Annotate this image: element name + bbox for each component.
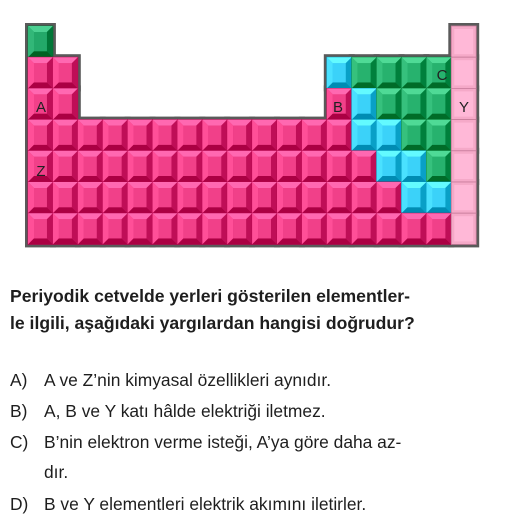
option-text-line: dır. xyxy=(44,462,69,482)
element-cell xyxy=(202,213,227,244)
element-cell xyxy=(103,151,128,182)
option-text-line: A ve Z’nin kimyasal özellikleri aynıdır. xyxy=(44,370,332,390)
option-text-line: B’nin elektron verme isteği, A’ya göre daha az- xyxy=(44,432,402,452)
element-cell xyxy=(377,88,402,119)
element-cell xyxy=(78,213,103,244)
element-cell xyxy=(53,151,78,182)
element-cell xyxy=(426,213,451,244)
element-cell xyxy=(277,120,302,151)
element-cell xyxy=(302,151,327,182)
label-c: C xyxy=(436,67,448,84)
element-cell xyxy=(252,182,277,213)
element-cell xyxy=(402,182,427,213)
option-text xyxy=(44,370,331,391)
question-line-2: le ilgili, aşağıdaki yargılardan hangisi doğrudur? xyxy=(10,313,415,333)
option-text-line: A, B ve Y katı hâlde elektriği iletmez. xyxy=(44,401,326,421)
element-cell xyxy=(252,213,277,244)
element-cell xyxy=(227,213,252,244)
element-cell xyxy=(177,213,202,244)
element-cell xyxy=(28,26,53,57)
element-cell xyxy=(426,151,451,182)
element-cell xyxy=(128,213,153,244)
element-cell xyxy=(451,57,476,88)
label-y: Y xyxy=(458,99,470,116)
element-cell xyxy=(327,151,352,182)
element-cell xyxy=(177,182,202,213)
element-cell xyxy=(128,120,153,151)
element-cell xyxy=(377,182,402,213)
element-cell xyxy=(327,57,352,88)
element-cell xyxy=(377,213,402,244)
element-cell xyxy=(402,57,427,88)
element-cell xyxy=(327,213,352,244)
option-letter: C) xyxy=(10,432,29,452)
element-cell xyxy=(451,26,476,57)
element-cell xyxy=(177,120,202,151)
element-cell xyxy=(451,213,476,244)
element-cell xyxy=(227,151,252,182)
element-cell xyxy=(252,120,277,151)
element-cell xyxy=(202,151,227,182)
element-cell xyxy=(352,213,377,244)
element-cell xyxy=(53,88,78,119)
element-cell xyxy=(153,213,178,244)
element-cell xyxy=(377,57,402,88)
element-cell xyxy=(227,120,252,151)
element-cell xyxy=(426,182,451,213)
element-cell xyxy=(202,120,227,151)
element-cell xyxy=(227,182,252,213)
element-cell xyxy=(451,151,476,182)
element-cell xyxy=(103,182,128,213)
element-cell xyxy=(153,182,178,213)
label-b: B xyxy=(332,99,344,116)
element-cell xyxy=(53,182,78,213)
element-cell xyxy=(327,120,352,151)
element-cell xyxy=(28,57,53,88)
element-cell xyxy=(352,120,377,151)
element-cell xyxy=(451,182,476,213)
label-a: A xyxy=(35,99,47,116)
element-cell xyxy=(377,120,402,151)
element-cell xyxy=(252,151,277,182)
element-cell xyxy=(327,182,352,213)
option-text xyxy=(44,494,366,515)
element-cell xyxy=(377,151,402,182)
element-cell xyxy=(352,57,377,88)
element-cell xyxy=(103,120,128,151)
question-text xyxy=(10,283,495,337)
element-cell xyxy=(402,120,427,151)
element-cell xyxy=(78,151,103,182)
element-cell xyxy=(426,120,451,151)
element-cell xyxy=(103,213,128,244)
element-cell xyxy=(451,120,476,151)
element-cell xyxy=(426,88,451,119)
element-cell xyxy=(302,213,327,244)
element-cell xyxy=(28,120,53,151)
element-cell xyxy=(352,88,377,119)
element-cell xyxy=(153,120,178,151)
element-cell xyxy=(128,182,153,213)
option-text-line: B ve Y elementleri elektrik akımını iletirler. xyxy=(44,494,367,514)
question-line-1: Periyodik cetvelde yerleri gösterilen elementler- xyxy=(10,286,410,306)
element-cell xyxy=(302,120,327,151)
option-text xyxy=(44,401,326,422)
element-cell xyxy=(202,182,227,213)
element-cell xyxy=(352,182,377,213)
element-cell xyxy=(277,151,302,182)
element-cell xyxy=(277,182,302,213)
element-cell xyxy=(28,213,53,244)
element-cell xyxy=(402,151,427,182)
option-letter: D) xyxy=(10,494,29,514)
element-cell xyxy=(177,151,202,182)
element-cell xyxy=(352,151,377,182)
label-z: Z xyxy=(36,163,46,180)
option-letter: A) xyxy=(10,370,28,390)
element-cell xyxy=(78,120,103,151)
option-letter: B) xyxy=(10,401,28,421)
element-cell xyxy=(28,182,53,213)
element-cell xyxy=(402,88,427,119)
element-cell xyxy=(302,182,327,213)
element-cell xyxy=(78,182,103,213)
option-text xyxy=(44,427,401,487)
element-cell xyxy=(277,213,302,244)
element-cell xyxy=(153,151,178,182)
element-cell xyxy=(53,120,78,151)
element-cell xyxy=(128,151,153,182)
element-cell xyxy=(53,213,78,244)
element-cell xyxy=(53,57,78,88)
element-cell xyxy=(402,213,427,244)
